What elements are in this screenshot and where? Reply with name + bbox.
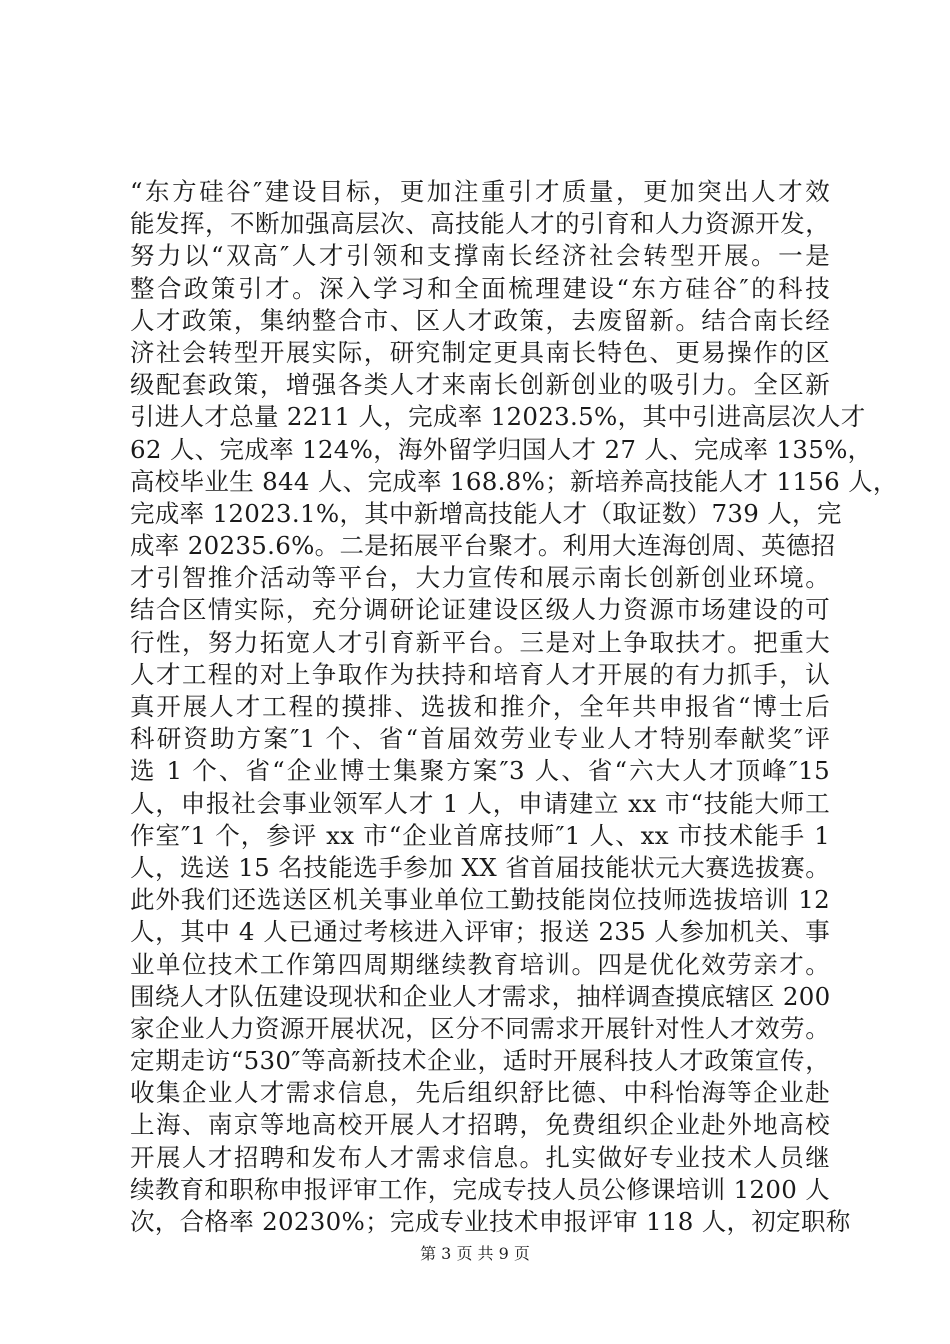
text-line: 行性，努力拓宽人才引育新平台。三是对上争取扶才。把重大 <box>130 627 830 657</box>
text-line: 定期走访“530″等高新技术企业，适时开展科技人才政策宣传， <box>130 1046 830 1076</box>
text-line: 结合区情实际，充分调研论证建设区级人力资源市场建设的可 <box>130 595 830 625</box>
text-line: 引进人才总量 2211 人，完成率 12023.5%，其中引进高层次人才 <box>130 402 866 432</box>
text-line: 家企业人力资源开展状况，区分不同需求开展针对性人才效劳。 <box>130 1013 830 1043</box>
text-line: 整合政策引才。深入学习和全面梳理建设“东方硅谷″的科技 <box>130 273 830 303</box>
text-line: 人才工程的对上争取作为扶持和培育人才开展的有力抓手，认 <box>130 659 830 689</box>
text-line: 济社会转型开展实际，研究制定更具南长特色、更易操作的区 <box>130 337 830 367</box>
text-line: 人，其中 4 人已通过考核进入评审；报送 235 人参加机关、事 <box>130 917 830 947</box>
body-paragraph <box>130 176 898 1238</box>
text-line: 选 1 个、省“企业博士集聚方案″3 人、省“六大人才顶峰″15 <box>130 756 830 786</box>
text-line: 科研资助方案″1 个、省“首届效劳业专业人才特别奉献奖″评 <box>130 724 830 754</box>
text-line: 收集企业人才需求信息，先后组织舒比德、中科怡海等企业赴 <box>130 1078 830 1108</box>
text-line: 62 人、完成率 124%，海外留学归国人才 27 人、完成率 135%， <box>130 434 873 464</box>
text-line: “东方硅谷″建设目标，更加注重引才质量，更加突出人才效 <box>130 177 830 206</box>
text-line: 人，选送 15 名技能选手参加 XX 省首届技能状元大赛选拔赛。 <box>130 852 830 882</box>
text-line: 此外我们还选送区机关事业单位工勤技能岗位技师选拔培训 12 <box>130 885 830 915</box>
text-line: 作室″1 个，参评 xx 市“企业首席技师″1 人、xx 市技术能手 1 <box>130 820 830 850</box>
text-line: 级配套政策，增强各类人才来南长创新创业的吸引力。全区新 <box>130 370 830 400</box>
text-line: 开展人才招聘和发布人才需求信息。扎实做好专业技术人员继 <box>130 1142 830 1172</box>
page-number-label: 第 3 页 共 9 页 <box>420 1244 530 1263</box>
text-line: 上海、南京等地高校开展人才招聘，免费组织企业赴外地高校 <box>130 1110 830 1140</box>
text-line: 续教育和职称申报评审工作，完成专技人员公修课培训 1200 人 <box>130 1174 830 1204</box>
text-line: 人，申报社会事业领军人才 1 人，申请建立 xx 市“技能大师工 <box>130 788 830 818</box>
text-line: 高校毕业生 844 人、完成率 168.8%；新培养高技能人才 1156 人， <box>130 466 898 496</box>
text-line: 完成率 12023.1%，其中新增高技能人才（取证数）739 人，完 <box>130 498 842 528</box>
text-line: 围绕人才队伍建设现状和企业人才需求，抽样调查摸底辖区 200 <box>130 981 831 1011</box>
text-line: 人才政策，集纳整合市、区人才政策，去废留新。结合南长经 <box>130 305 830 335</box>
text-line: 努力以“双高″人才引领和支撑南长经济社会转型开展。一是 <box>130 241 830 271</box>
text-line: 真开展人才工程的摸排、选拔和推介，全年共申报省“博士后 <box>130 692 830 721</box>
text-line: 次，合格率 20230%；完成专业技术申报评审 118 人，初定职称 <box>130 1207 851 1236</box>
text-line: 业单位技术工作第四周期继续教育培训。四是优化效劳亲才。 <box>130 949 830 979</box>
text-line: 才引智推介活动等平台，大力宣传和展示南长创新创业环境。 <box>130 563 830 593</box>
text-line: 成率 20235.6%。二是拓展平台聚才。利用大连海创周、英德招 <box>130 531 836 561</box>
page-footer <box>0 1244 950 1264</box>
text-line: 能发挥，不断加强高层次、高技能人才的引育和人力资源开发， <box>130 209 830 239</box>
